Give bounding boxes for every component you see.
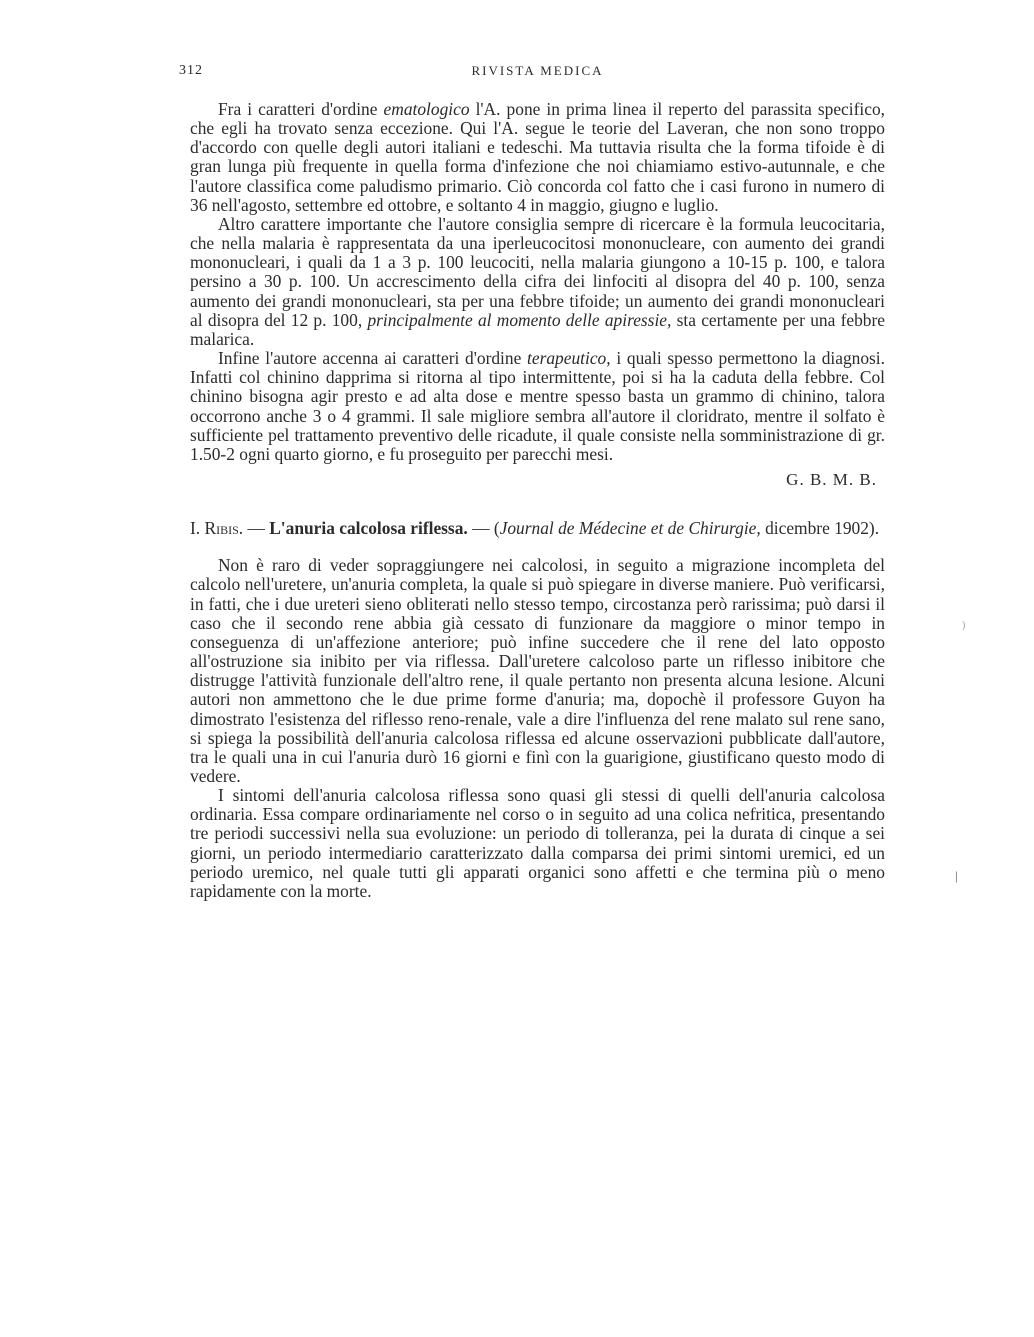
paragraph-ematologico <box>190 100 885 215</box>
signature: G. B. M. B. <box>786 469 877 489</box>
para2-text: Altro carattere importante che l'autore consiglia sempre di ricercare è la formula leucocitaria, che nella malaria è rappresentata da una iperleucocitosi mononucleare, con aumento dei grandi mononucleari, i quali da 1 a 3 p. 100 leucociti, nella malaria giungono a 10-15 p. 100, e talora persino a 30 p. 100. Un accrescimento della cifra dei linfociti al disopra del 40 p. 100, senza aumento dei grandi mononucleari, sta per una febbre tifoide; un aumento dei grandi mononucleari al disopra del 12 p. 100, <box>190 213 885 330</box>
para3-emphasis: terapeutico, <box>527 348 611 369</box>
paragraph-leucocitaria <box>190 215 885 349</box>
para3-text-rest: i quali spesso permettono la diagnosi. Infatti col chinino dapprima si ritorna al tipo intermittente, poi si ha la caduta della febbre. Col chinino bisogna agir presto e ad alta dose e mentre spesso basta un grammo di chinino, talora occorrono anche 3 o 4 grammi. Il sale migliore sembra all'autore il cloridrato, mentre il solfato è sufficiente pel trattamento preventivo delle ricadute, il quale consiste nella somministrazione di gr. 1.50-2 ogni quarto giorno, e fu proseguito per parecchi mesi. <box>190 348 885 464</box>
para3-text: Infine l'autore accenna ai caratteri d'ordine <box>218 348 528 369</box>
review-heading <box>190 519 885 538</box>
review-date: dicembre 1902). <box>760 518 880 539</box>
paragraph-terapeutico <box>190 349 885 464</box>
para2-emphasis: principalmente al momento delle apiressie, <box>367 309 672 330</box>
margin-mark-2: | <box>955 868 958 883</box>
page-number: 312 <box>179 63 203 78</box>
review-author: I. Ribis. <box>190 518 244 539</box>
text-column <box>190 100 885 901</box>
para2-text-rest: sta certamente per una febbre malarica. <box>190 309 885 349</box>
page-header <box>179 63 885 85</box>
review-title: L'anuria calcolosa riflessa. <box>269 518 468 539</box>
para1-text-rest: l'A. pone in prima linea il reperto del parassita specifico, che egli ha trovato senza eccezione. Qui l'A. segue le teorie del Laveran, che non sono troppo d'accordo con quelle degli autori italiani e tedeschi. Ma tuttavia risulta che la forma tifoide è di gran lunga più frequente in quella forma d'infezione che noi chiamiamo estivo-autunnale, e che l'autore classifica come paludismo primario. Ciò concorda col fatto che i casi furono in numero di 36 nell'agosto, settembre ed ottobre, e soltanto 4 in maggio, giugno e luglio. <box>190 99 885 215</box>
review-dash: — <box>243 518 270 539</box>
running-title: RIVISTA MEDICA <box>471 63 604 78</box>
margin-mark: ) <box>962 620 966 631</box>
paragraph-sintomi: I sintomi dell'anuria calcolosa riflessa sono quasi gli stessi di quelli dell'anuria calcolosa ordinaria. Essa compare ordinariamente nel corso o in seguito ad una colica nefritica, presentando tre periodi successivi nella sua evoluzione: un periodo di tolleranza, pei la durata di cinque a sei giorni, un periodo intermediario caratterizzato dalla comparsa dei primi sintomi uremici, ed un periodo uremico, nel quale tutti gli apparati organici sono affetti e che termina più o meno rapidamente con la morte. <box>190 785 885 901</box>
para1-emphasis: ematologico <box>383 99 470 119</box>
review-journal: Journal de Médecine et de Chirurgie, <box>499 518 761 539</box>
review-dash-open: — ( <box>467 518 500 539</box>
paragraph-anuria: Non è raro di veder sopraggiungere nei calcolosi, in seguito a migrazione incompleta del calcolo nell'uretere, un'anuria completa, la quale si può spiegare in diverse maniere. Può verificarsi, in fatti, che i due ureteri sieno obliterati nello stesso tempo, circostanza però rarissima; può darsi il caso che il secondo rene abbia già cessato di funzionare da maggiore o minor tempo in conseguenza di un'affezione anteriore; può infine succedere che il rene del lato opposto all'ostruzione sia inibito per via riflessa. Dall'uretere calcoloso parte un riflesso inibitore che distrugge l'attività funzionale dell'altro rene, il quale pertanto non presenta alcuna lesione. Alcuni autori non ammettono che le due prime forme d'anuria; ma, dopochè il professore Guyon ha dimostrato l'esistenza del riflesso reno-renale, vale a dire l'influenza del rene malato sul rene sano, si spiega la possibilità dell'anuria calcolosa riflessa ed alcune osservazioni pubblicate dall'autore, tra le quali una in cui l'anuria durò 16 giorni e finì con la guarigione, giustificano questo modo di vedere. <box>190 555 885 786</box>
para1-text: Fra i caratteri d'ordine <box>218 99 384 119</box>
